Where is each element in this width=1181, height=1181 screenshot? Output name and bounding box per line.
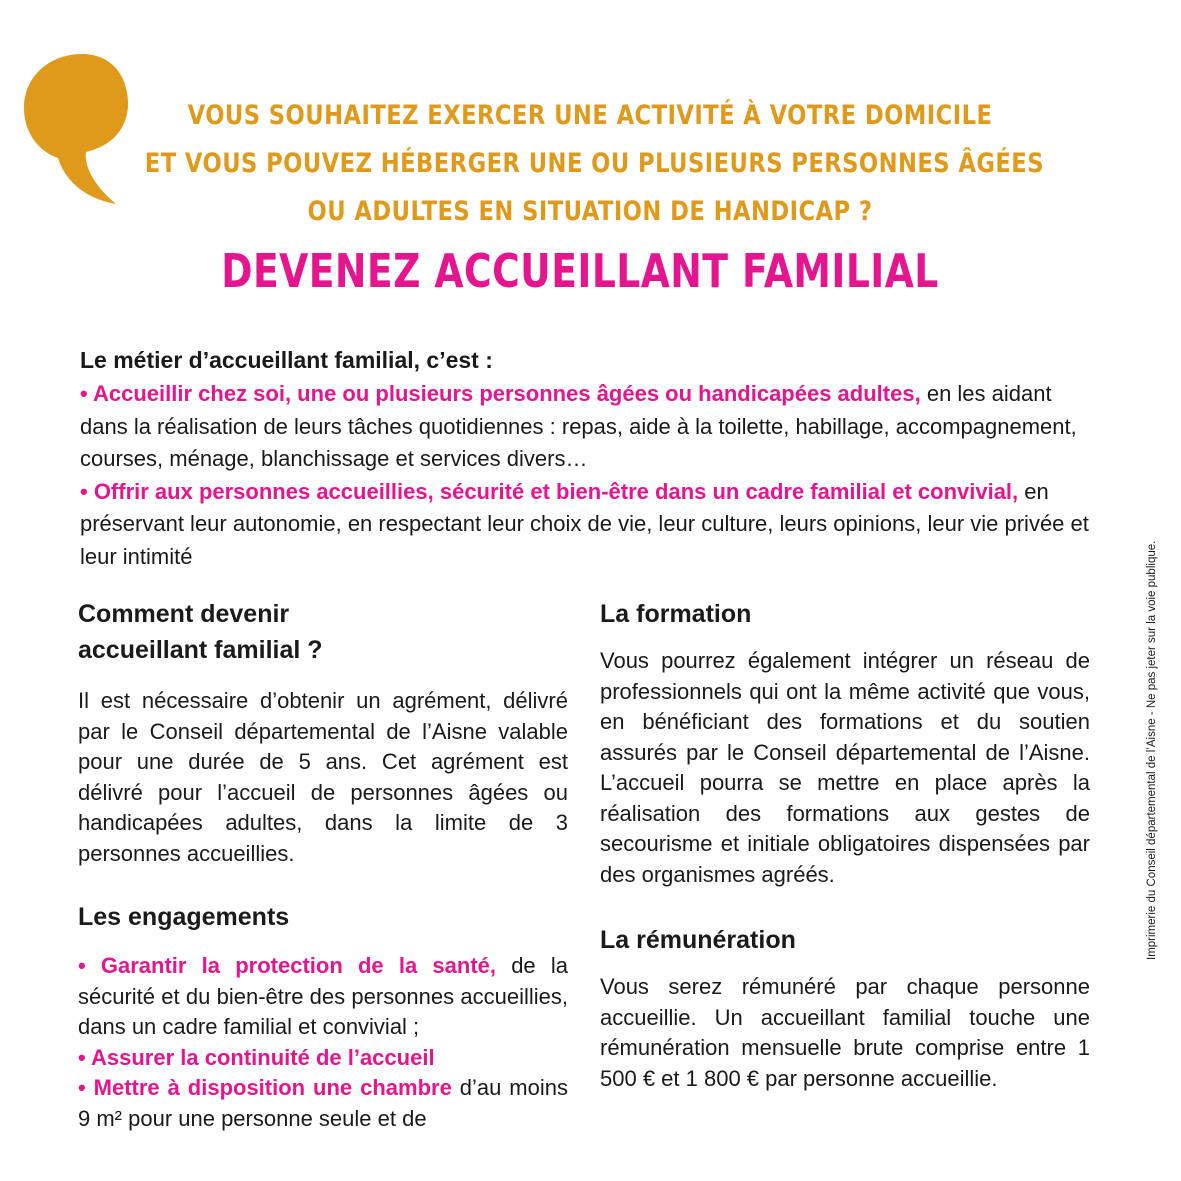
engagements-item-1-highlight: • Garantir la protection de la santé, bbox=[78, 953, 496, 978]
metier-bullet-2 bbox=[80, 476, 1090, 574]
engagements-heading: Les engagements bbox=[78, 903, 290, 931]
engagements-item-2-highlight: • Assurer la continuité de l’accueil bbox=[78, 1044, 435, 1070]
intro-line-3: OU ADULTES EN SITUATION DE HANDICAP ? bbox=[307, 196, 873, 227]
main-title: DEVENEZ ACCUEILLANT FAMILIAL bbox=[221, 244, 939, 298]
engagements-item-3-text: d’au moins 9 m² pour une personne seule et de bbox=[78, 1075, 568, 1131]
intro-line-2: ET VOUS POUVEZ HÉBERGER UNE OU PLUSIEURS PERSONNES ÂGÉES bbox=[144, 148, 1044, 179]
formation-text: Vous pourrez également intégrer un réseau de professionnels qui ont la même activité que vous, en bénéficiant des formations et du soutien assurés par le Conseil départemental de l’Aisne. L’accueil pourra se mettre en place après la réalisation des formations aux gestes de secourisme et initiale obligatoires dispensées par des organismes agréés. bbox=[600, 648, 1090, 887]
engagements-item-1 bbox=[78, 951, 568, 1043]
intro-line-1: VOUS SOUHAITEZ EXERCER UNE ACTIVITÉ À VOTRE DOMICILE bbox=[187, 100, 993, 131]
metier-bullet-2-text: en préservant leur autonomie, en respectant leur choix de vie, leur culture, leurs opinions, leur vie privée et leur intimité bbox=[80, 478, 1089, 569]
remuneration-text: Vous serez rémunéré par chaque personne accueillie. Un accueillant familial touche une rémunération mensuelle brute comprise entre 1 500 € et 1 800 € par personne accueillie. bbox=[600, 974, 1090, 1091]
right-column bbox=[600, 596, 1090, 1094]
metier-heading: Le métier d’accueillant familial, c’est : bbox=[80, 347, 493, 373]
devenir-heading bbox=[78, 596, 568, 668]
metier-bullet-2-highlight: • Offrir aux personnes accueillies, sécurité et bien-être dans un cadre familial et convivial, bbox=[80, 478, 1019, 504]
metier-bullet-1-highlight: • Accueillir chez soi, une ou plusieurs personnes âgées ou handicapées adultes, bbox=[80, 381, 921, 406]
engagements-item-3-highlight: • Mettre à disposition une chambre bbox=[78, 1075, 452, 1100]
left-column bbox=[78, 596, 568, 1134]
devenir-heading-line-1: Comment devenir bbox=[78, 600, 290, 628]
formation-heading: La formation bbox=[600, 600, 752, 628]
intro-heading bbox=[144, 92, 1044, 236]
engagements-item-3 bbox=[78, 1073, 568, 1134]
metier-section bbox=[80, 342, 1090, 573]
metier-bullet-1-text: en les aidant dans la réalisation de leurs tâches quotidiennes : repas, aide à la toilette, habillage, accompagnement, courses, ménage, blanchissage et services divers… bbox=[80, 381, 1077, 471]
engagements-item-1-text: de la sécurité et du bien-être des personnes accueillies, dans un cadre familial et convivial ; bbox=[78, 953, 568, 1039]
devenir-heading-line-2: accueillant familial ? bbox=[78, 636, 323, 664]
engagements-item-2 bbox=[78, 1043, 568, 1074]
devenir-text: Il est nécessaire d’obtenir un agrément, délivré par le Conseil départemental de l’Aisne valable pour une durée de 5 ans. Cet agrément est délivré pour l’accueil de personnes âgées ou handicapées adultes, dans la limite de 3 personnes accueillies. bbox=[78, 688, 568, 866]
remuneration-heading: La rémunération bbox=[600, 926, 796, 954]
metier-bullet-1 bbox=[80, 378, 1090, 476]
side-note: Imprimerie du Conseil départemental de l’Aisne - Ne pas jeter sur la voie publique. bbox=[1146, 540, 1158, 960]
quote-mark-icon bbox=[20, 52, 130, 212]
